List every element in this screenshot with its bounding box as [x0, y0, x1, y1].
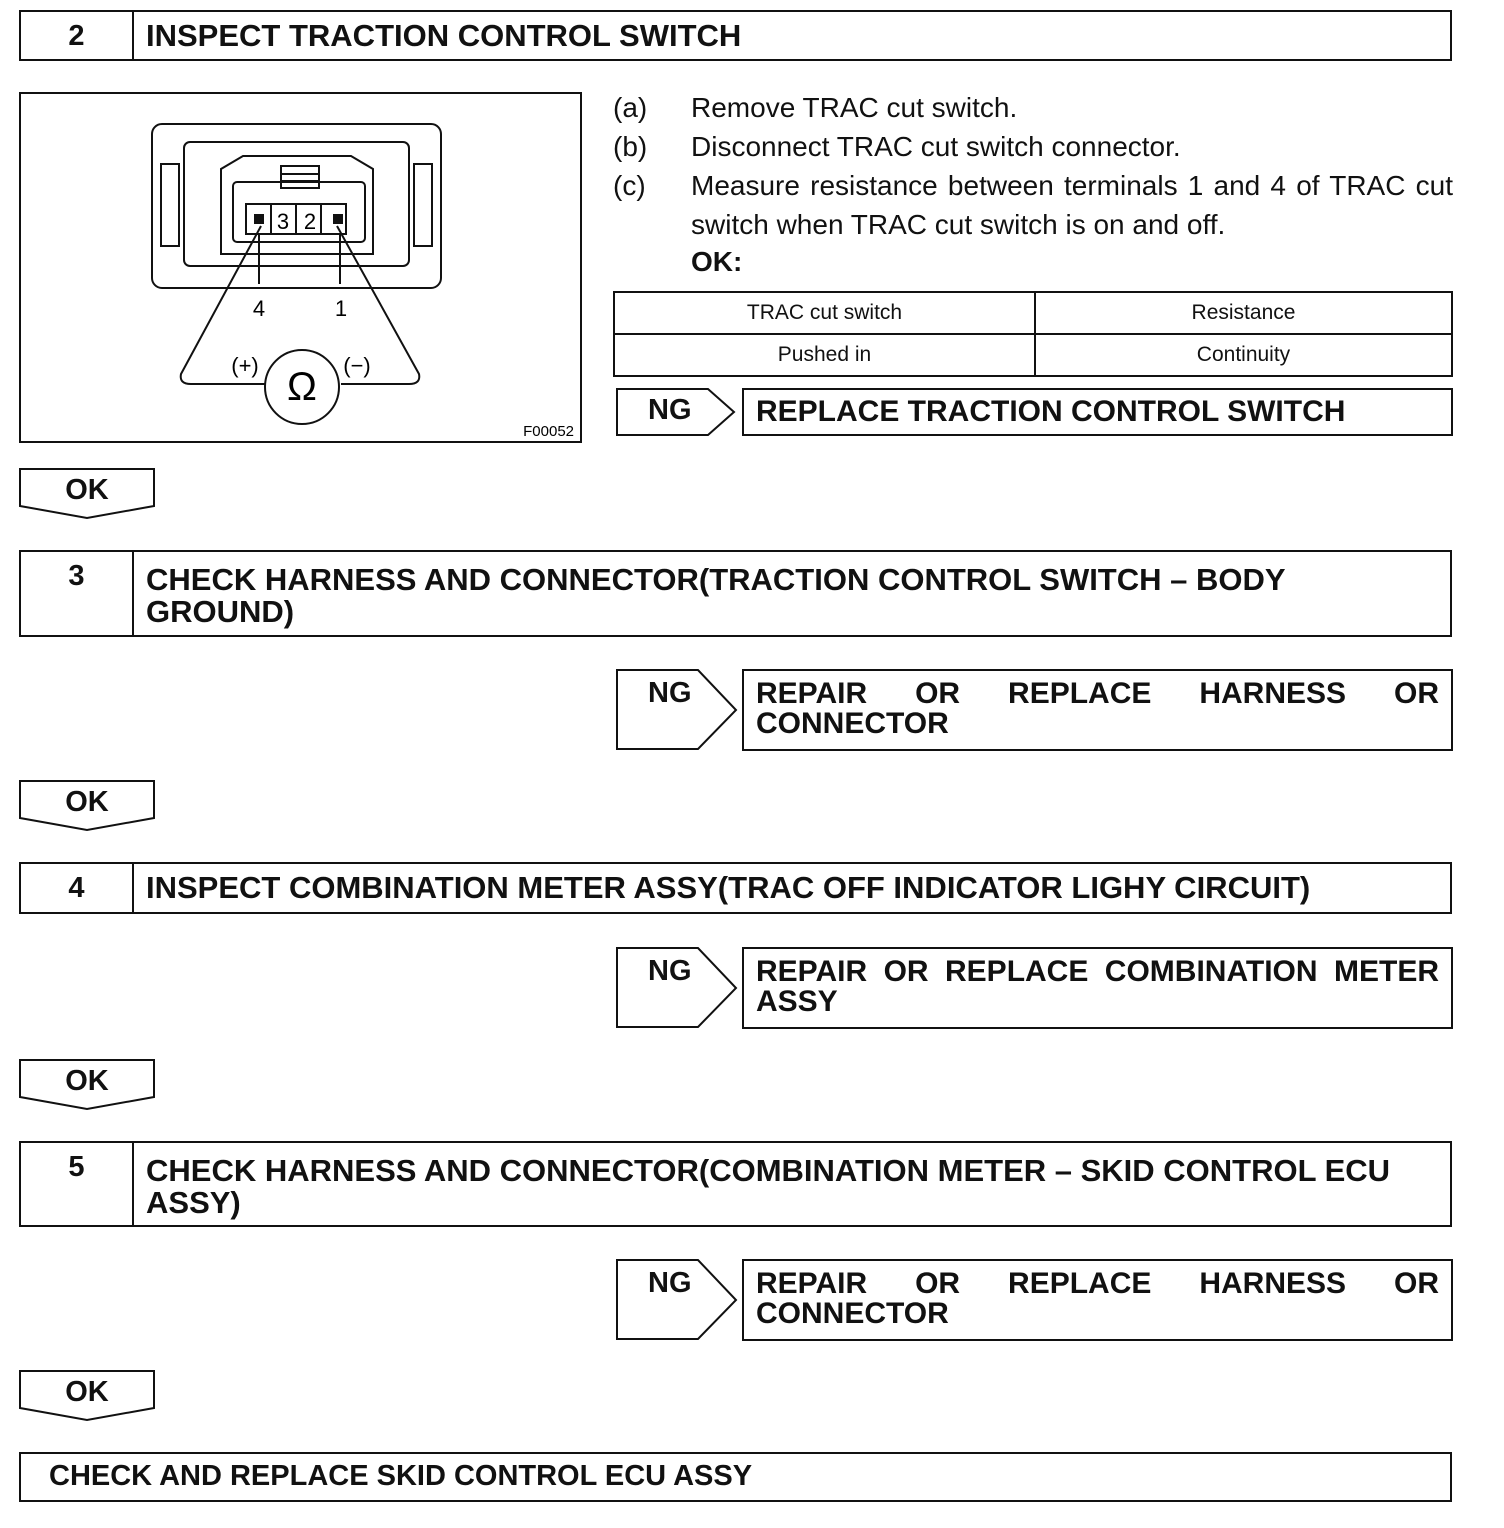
step-title: CHECK HARNESS AND CONNECTOR(TRACTION CONTROL SWITCH – BODY GROUND) — [146, 562, 1285, 629]
step-4-header — [19, 862, 1452, 914]
procedure-text: Remove TRAC cut switch. — [691, 92, 1018, 123]
step-title: INSPECT TRACTION CONTROL SWITCH — [146, 18, 742, 53]
ng-label: NG — [648, 1267, 692, 1299]
table-header-cell: TRAC cut switch — [614, 292, 1035, 334]
procedure-label: (c) — [613, 170, 646, 201]
table-cell: Pushed in — [614, 334, 1035, 376]
final-action: CHECK AND REPLACE SKID CONTROL ECU ASSY — [19, 1452, 1452, 1502]
ng-label: NG — [648, 677, 692, 709]
ok-label: OK — [65, 786, 109, 818]
ok-label: OK — [65, 1065, 109, 1097]
ok-label: OK — [65, 1376, 109, 1408]
ok-branch-1 — [19, 468, 155, 520]
table-header-cell: Resistance — [1035, 292, 1452, 334]
procedure-c — [613, 166, 1463, 246]
step-2-header — [19, 10, 1452, 61]
ng-action: REPAIR OR REPLACE COMBINATION METER ASSY — [742, 947, 1453, 1029]
terminal-1-label: 1 — [334, 296, 348, 321]
terminal-4-pin — [254, 214, 264, 224]
step-5-header — [19, 1141, 1452, 1227]
connector-diagram — [19, 92, 582, 443]
ng-branch-4 — [616, 1259, 1456, 1341]
ohm-icon: Ω — [287, 365, 317, 409]
step-number: 5 — [21, 1143, 134, 1225]
terminal-4-label: 4 — [252, 296, 266, 321]
ng-label: NG — [648, 955, 692, 987]
ng-branch-3 — [616, 947, 1456, 1029]
ng-label: NG — [648, 394, 692, 426]
step-title: CHECK HARNESS AND CONNECTOR(COMBINATION METER – SKID CONTROL ECU ASSY) — [146, 1153, 1391, 1220]
ng-action: REPAIR OR REPLACE HARNESS OR CONNECTOR — [742, 1259, 1453, 1341]
step-number: 4 — [21, 864, 134, 912]
connector-drawing — [21, 94, 580, 441]
ok-branch-4 — [19, 1370, 155, 1422]
terminal-2-label: 2 — [303, 209, 317, 234]
ng-action: REPAIR OR REPLACE HARNESS OR CONNECTOR — [742, 669, 1453, 751]
step-number: 3 — [21, 552, 134, 635]
procedure-label: (a) — [613, 92, 648, 123]
step-number: 2 — [21, 12, 134, 59]
ng-action: REPLACE TRACTION CONTROL SWITCH — [742, 388, 1453, 436]
ng-branch-1 — [616, 386, 1456, 438]
spec-table — [613, 291, 1453, 377]
minus-label: (−) — [343, 353, 371, 378]
table-row — [614, 292, 1452, 334]
table-row — [614, 334, 1452, 376]
ok-heading: OK: — [691, 246, 743, 277]
ok-branch-3 — [19, 1059, 155, 1111]
procedure-text: Measure resistance between terminals 1 and 4 of TRAC cut switch when TRAC cut switch is on and off. — [691, 170, 1453, 240]
figure-code: F00052 — [523, 423, 574, 440]
plus-label: (+) — [231, 353, 259, 378]
procedure-text: Disconnect TRAC cut switch connector. — [691, 131, 1181, 162]
ok-label: OK — [65, 474, 109, 506]
procedure-a — [613, 88, 1463, 128]
ng-branch-2 — [616, 669, 1456, 751]
table-cell: Continuity — [1035, 334, 1452, 376]
ok-branch-2 — [19, 780, 155, 832]
procedure-b — [613, 127, 1463, 167]
procedure-label: (b) — [613, 131, 648, 162]
terminal-3-label: 3 — [276, 209, 290, 234]
step-3-header — [19, 550, 1452, 637]
step-title: INSPECT COMBINATION METER ASSY(TRAC OFF INDICATOR LIGHY CIRCUIT) — [146, 870, 1311, 905]
terminal-1-pin — [333, 214, 343, 224]
